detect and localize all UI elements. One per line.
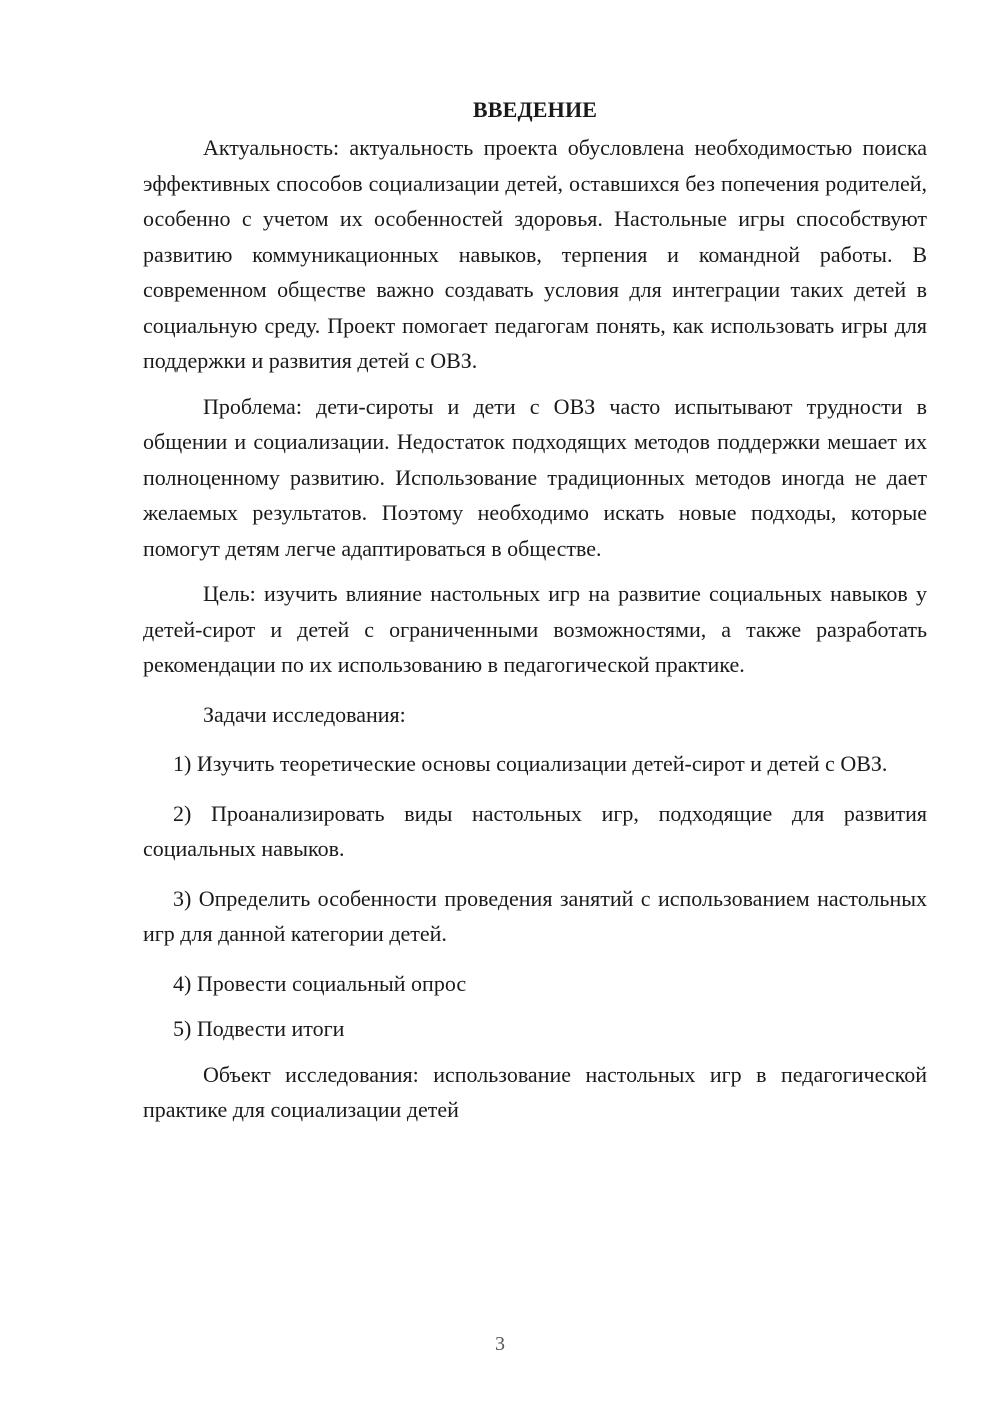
goal-paragraph: Цель: изучить влияние настольных игр на развитие социальных навыков у детей-сирот и детей с ограниченными возможностями, а также разработать рекомендации по их использованию в педагогической практике. xyxy=(143,581,927,677)
task-item-4: 4) Провести социальный опрос xyxy=(173,970,467,996)
page-number: 3 xyxy=(495,1333,505,1355)
task-item-5: 5) Подвести итоги xyxy=(173,1016,345,1041)
document-page xyxy=(143,92,927,1128)
task-item-3: 3) Определить особенности проведения занятий с использованием настольных игр для данной категории детей. xyxy=(143,885,927,946)
task-item-1: 1) Изучить теоретические основы социализации детей-сирот и детей с ОВЗ. xyxy=(173,751,888,776)
problem-paragraph: Проблема: дети-сироты и дети с ОВЗ часто испытывают трудности в общении и социализации. Недостаток подходящих методов поддержки мешает их полноценному развитию. Использование традиционных методов иногда не дает желаемых результатов. Поэтому необходимо искать новые подходы, которые помогут детям легче адаптироваться в обществе. xyxy=(143,393,927,561)
relevance-paragraph: Актуальность: актуальность проекта обусловлена необходимостью поиска эффективных способов социализации детей, оставшихся без попечения родителей, особенно с учетом их особенностей здоровья. Настольные игры способствуют развитию коммуникационных навыков, терпения и командной работы. В современном обществе важно создавать условия для интеграции таких детей в социальную среду. Проект помогает педагогам понять, как использовать игры для поддержки и развития детей с ОВЗ. xyxy=(143,135,927,373)
object-paragraph: Объект исследования: использование настольных игр в педагогической практике для социализации детей xyxy=(143,1061,927,1122)
tasks-title: Задачи исследования: xyxy=(203,701,406,727)
task-item-2: 2) Проанализировать виды настольных игр, подходящие для развития социальных навыков. xyxy=(143,800,927,861)
page-title: ВВЕДЕНИЕ xyxy=(472,97,598,122)
